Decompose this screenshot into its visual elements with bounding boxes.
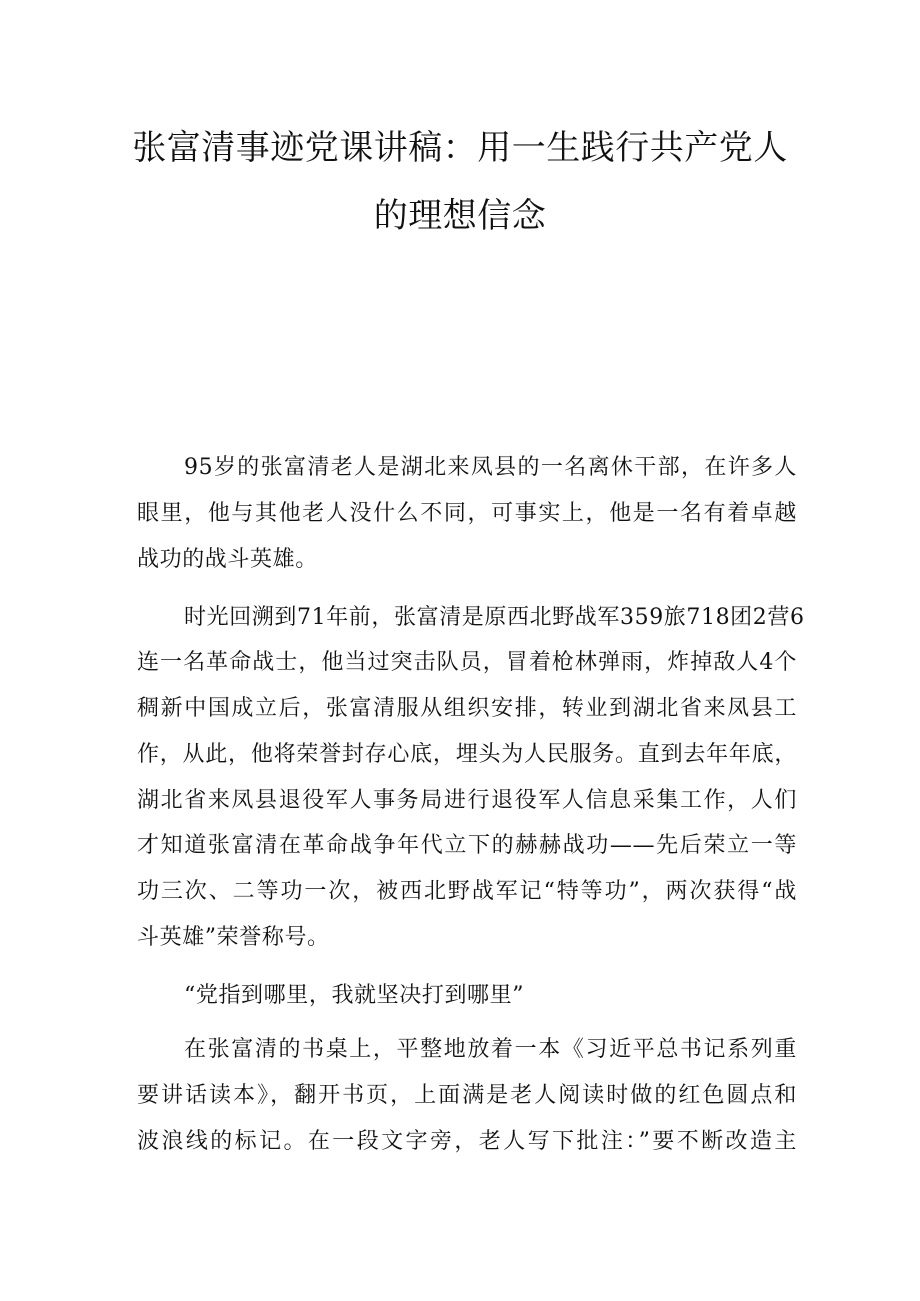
document-title-line-1: 张富清事迹党课讲稿：用一生践行共产党人 [132, 128, 788, 168]
paragraph-2-line-7: 功三次、二等功一次，被西北野战军记“特等功”，两次获得“战 [137, 879, 797, 904]
section-subheading: “党指到哪里，我就坚决打到哪里” [184, 983, 525, 1008]
paragraph-3-line-3: 波浪线的标记。在一段文字旁，老人写下批注：”要不断改造主 [137, 1129, 797, 1154]
paragraph-2-line-2: 连一名革命战士，他当过突击队员，冒着枪林弹雨，炸掉敌人4个 [137, 650, 797, 675]
document-title-line-2: 的理想信念 [373, 196, 547, 236]
paragraph-2-line-5: 湖北省来凤县退役军人事务局进行退役军人信息采集工作，人们 [137, 788, 797, 813]
paragraph-2-line-8: 斗英雄”荣誉称号。 [137, 925, 330, 950]
paragraph-2-line-6: 才知道张富清在革命战争年代立下的赫赫战功——先后荣立一等 [137, 833, 797, 858]
paragraph-3-line-1: 在张富清的书桌上，平整地放着一本《习近平总书记系列重 [184, 1037, 797, 1062]
paragraph-2-line-4: 作，从此，他将荣誉封存心底，埋头为人民服务。直到去年年底， [137, 742, 797, 767]
paragraph-2-line-3: 稠新中国成立后，张富清服从组织安排，转业到湖北省来凤县工 [137, 696, 797, 721]
paragraph-1-line-1: 95岁的张富清老人是湖北来凤县的一名离休干部，在许多人 [184, 455, 797, 480]
paragraph-3-line-2: 要讲话读本》，翻开书页，上面满是老人阅读时做的红色圆点和 [137, 1083, 797, 1108]
paragraph-1-line-3: 战功的战斗英雄。 [137, 547, 318, 572]
paragraph-2-line-1: 时光回溯到71年前，张富清是原西北野战军359旅718团2营6 [184, 605, 805, 630]
paragraph-1-line-2: 眼里，他与其他老人没什么不同，可事实上，他是一名有着卓越 [137, 501, 797, 526]
